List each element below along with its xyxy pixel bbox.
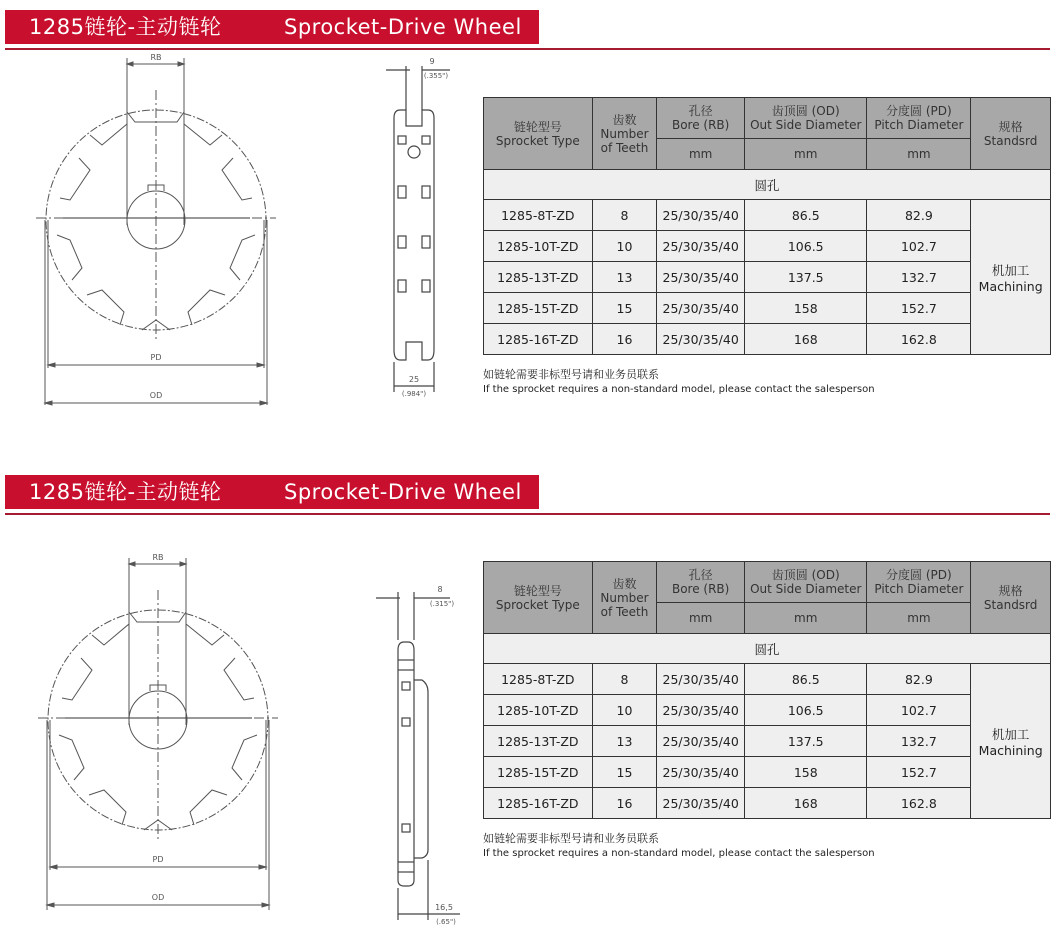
header-od: 齿顶圆 (OD) Out Side Diameter: [745, 98, 867, 139]
cell-pd: 132.7: [867, 262, 971, 293]
group-round-bore: 圆孔: [484, 634, 1051, 664]
cell-teeth: 8: [592, 664, 657, 695]
sprocket-front-view-drawing: [30, 550, 290, 910]
side-top-dim: 8: [437, 585, 443, 594]
header-od: 齿顶圆 (OD) Out Side Diameter: [745, 562, 867, 603]
header-sprocket-type: 链轮型号 Sprocket Type: [484, 562, 593, 634]
header-teeth: 齿数 Number of Teeth: [592, 98, 657, 170]
od-label: OD: [149, 391, 163, 400]
table-row: [484, 231, 1051, 262]
table-row: [484, 726, 1051, 757]
od-label: OD: [151, 893, 165, 902]
cell-od: 158: [745, 293, 867, 324]
cell-od: 168: [745, 324, 867, 355]
cell-bore: 25/30/35/40: [657, 231, 745, 262]
side-bottom-dim: 16,5: [435, 903, 453, 912]
cell-bore: 25/30/35/40: [657, 262, 745, 293]
non-standard-note: [483, 831, 875, 861]
cell-od: 137.5: [745, 262, 867, 293]
table-row: [484, 695, 1051, 726]
cell-pd: 102.7: [867, 695, 971, 726]
table-row: [484, 262, 1051, 293]
cell-standard: 机加工 Machining: [971, 664, 1051, 819]
cell-od: 106.5: [745, 695, 867, 726]
cell-type: 1285-16T-ZD: [484, 788, 593, 819]
header-pd: 分度圆 (PD) Pitch Diameter: [867, 562, 971, 603]
spec-table: [483, 97, 1051, 355]
rb-label: RB: [150, 53, 162, 62]
cell-od: 168: [745, 788, 867, 819]
section-title-bar: [5, 475, 539, 509]
cell-od: 86.5: [745, 664, 867, 695]
cell-teeth: 15: [592, 293, 657, 324]
cell-type: 1285-13T-ZD: [484, 262, 593, 293]
unit-bore: mm: [657, 603, 745, 634]
cell-bore: 25/30/35/40: [657, 695, 745, 726]
header-teeth: 齿数 Number of Teeth: [592, 562, 657, 634]
header-bore: 孔径 Bore (RB): [657, 562, 745, 603]
table-row: [484, 293, 1051, 324]
cell-pd: 82.9: [867, 664, 971, 695]
cell-type: 1285-10T-ZD: [484, 231, 593, 262]
header-sprocket-type: 链轮型号 Sprocket Type: [484, 98, 593, 170]
cell-bore: 25/30/35/40: [657, 200, 745, 231]
cell-teeth: 10: [592, 231, 657, 262]
cell-bore: 25/30/35/40: [657, 664, 745, 695]
note-en: If the sprocket requires a non-standard model, please contact the salesperson: [483, 848, 875, 859]
unit-pd: mm: [867, 603, 971, 634]
sprocket-section-1: [0, 0, 1060, 460]
cell-pd: 162.8: [867, 324, 971, 355]
cell-bore: 25/30/35/40: [657, 324, 745, 355]
header-bore: 孔径 Bore (RB): [657, 98, 745, 139]
unit-bore: mm: [657, 139, 745, 170]
side-top-dim-in: (.315"): [429, 600, 455, 608]
cell-bore: 25/30/35/40: [657, 293, 745, 324]
side-top-dim-in: (.355"): [423, 72, 449, 80]
table-row: [484, 324, 1051, 355]
cell-teeth: 15: [592, 757, 657, 788]
table-row: [484, 200, 1051, 231]
cell-bore: 25/30/35/40: [657, 757, 745, 788]
title-underline: [5, 513, 1050, 515]
cell-teeth: 13: [592, 262, 657, 293]
section-title-bar: [5, 10, 539, 44]
note-cn: 如链轮需要非标型号请和业务员联系: [483, 832, 659, 845]
sprocket-side-view-drawing: [370, 580, 460, 940]
sprocket-side-view-drawing: [370, 50, 460, 410]
cell-od: 86.5: [745, 200, 867, 231]
cell-pd: 102.7: [867, 231, 971, 262]
side-bottom-dim-in: (.984"): [401, 390, 427, 398]
unit-pd: mm: [867, 139, 971, 170]
header-standard: 规格 Standsrd: [971, 562, 1051, 634]
cell-type: 1285-16T-ZD: [484, 324, 593, 355]
title-en: Sprocket-Drive Wheel: [284, 480, 522, 504]
title-cn: 1285链轮-主动链轮: [29, 480, 222, 504]
cell-od: 158: [745, 757, 867, 788]
title-cn: 1285链轮-主动链轮: [29, 15, 222, 39]
table-row: [484, 757, 1051, 788]
cell-type: 1285-8T-ZD: [484, 664, 593, 695]
cell-pd: 152.7: [867, 757, 971, 788]
cell-pd: 162.8: [867, 788, 971, 819]
pd-label: PD: [150, 353, 162, 362]
non-standard-note: [483, 367, 875, 397]
cell-teeth: 10: [592, 695, 657, 726]
cell-pd: 132.7: [867, 726, 971, 757]
cell-teeth: 16: [592, 324, 657, 355]
cell-pd: 82.9: [867, 200, 971, 231]
side-bottom-dim: 25: [408, 375, 420, 384]
header-standard: 规格 Standsrd: [971, 98, 1051, 170]
side-top-dim: 9: [429, 57, 435, 66]
group-round-bore: 圆孔: [484, 170, 1051, 200]
cell-teeth: 16: [592, 788, 657, 819]
unit-od: mm: [745, 139, 867, 170]
rb-label: RB: [152, 553, 164, 562]
cell-teeth: 13: [592, 726, 657, 757]
cell-od: 106.5: [745, 231, 867, 262]
unit-od: mm: [745, 603, 867, 634]
cell-bore: 25/30/35/40: [657, 788, 745, 819]
table-row: [484, 664, 1051, 695]
title-en: Sprocket-Drive Wheel: [284, 15, 522, 39]
cell-type: 1285-8T-ZD: [484, 200, 593, 231]
sprocket-front-view-drawing: [30, 50, 290, 410]
cell-type: 1285-15T-ZD: [484, 293, 593, 324]
cell-standard: 机加工 Machining: [971, 200, 1051, 355]
sprocket-section-2: [0, 465, 1060, 925]
cell-od: 137.5: [745, 726, 867, 757]
cell-bore: 25/30/35/40: [657, 726, 745, 757]
cell-type: 1285-13T-ZD: [484, 726, 593, 757]
cell-type: 1285-10T-ZD: [484, 695, 593, 726]
header-pd: 分度圆 (PD) Pitch Diameter: [867, 98, 971, 139]
cell-pd: 152.7: [867, 293, 971, 324]
spec-table: [483, 561, 1051, 819]
pd-label: PD: [152, 855, 164, 864]
cell-type: 1285-15T-ZD: [484, 757, 593, 788]
table-row: [484, 788, 1051, 819]
note-cn: 如链轮需要非标型号请和业务员联系: [483, 368, 659, 381]
note-en: If the sprocket requires a non-standard model, please contact the salesperson: [483, 384, 875, 395]
side-bottom-dim-in: (.65"): [436, 918, 456, 926]
cell-teeth: 8: [592, 200, 657, 231]
